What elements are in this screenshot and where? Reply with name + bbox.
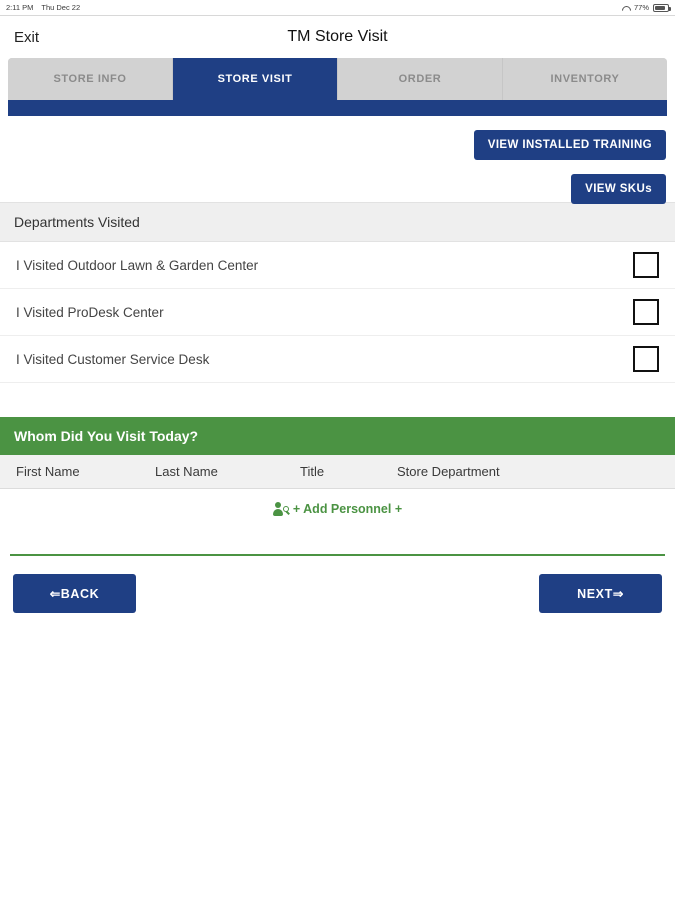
battery-percent: 77% [633, 3, 649, 12]
tab-inventory[interactable]: INVENTORY [503, 58, 667, 100]
visit-table-column-headers [0, 455, 675, 489]
tab-store-visit[interactable]: STORE VISIT [173, 58, 338, 100]
navigation-bar [0, 16, 675, 58]
status-date: Thu Dec 22 [41, 3, 81, 12]
department-label: I Visited ProDesk Center [16, 304, 164, 320]
action-button-area [0, 116, 675, 202]
status-time: 2:11 PM [6, 3, 34, 12]
status-bar [0, 0, 675, 16]
add-person-icon [273, 502, 289, 516]
visit-table [0, 417, 675, 530]
department-checkbox-prodesk[interactable] [633, 299, 659, 325]
page-title: TM Store Visit [287, 28, 388, 45]
view-skus-button[interactable]: VIEW SKUs [571, 174, 666, 204]
exit-button[interactable]: Exit [10, 27, 43, 48]
department-row-customer-service [0, 336, 675, 383]
status-bar-right [621, 3, 669, 12]
column-header-last-name: Last Name [155, 464, 218, 479]
next-button[interactable]: NEXT⇒ [539, 574, 662, 613]
department-checkbox-customer-service[interactable] [633, 346, 659, 372]
status-bar-left [6, 3, 80, 12]
back-button[interactable]: ⇐BACK [13, 574, 136, 613]
column-header-title: Title [300, 464, 325, 479]
add-personnel-label: + Add Personnel + [292, 502, 403, 516]
tab-store-info[interactable]: STORE INFO [8, 58, 173, 100]
column-header-store-department: Store Department [397, 464, 500, 479]
add-personnel-button[interactable] [0, 489, 675, 530]
department-label: I Visited Outdoor Lawn & Garden Center [16, 257, 259, 273]
battery-icon [653, 4, 669, 12]
department-label: I Visited Customer Service Desk [16, 351, 210, 367]
department-checkbox-outdoor-lawn-garden[interactable] [633, 252, 659, 278]
visit-table-title: Whom Did You Visit Today? [0, 417, 675, 455]
wifi-icon [621, 4, 630, 11]
departments-section-header: Departments Visited [0, 202, 675, 242]
tab-accent-bar [8, 100, 667, 116]
department-row-outdoor-lawn-garden [0, 242, 675, 289]
section-divider [10, 554, 665, 556]
view-installed-training-button[interactable]: VIEW INSTALLED TRAINING [474, 130, 666, 160]
footer-navigation [0, 574, 675, 644]
tab-bar [8, 58, 667, 100]
tab-order[interactable]: ORDER [338, 58, 503, 100]
column-header-first-name: First Name [16, 464, 80, 479]
department-row-prodesk [0, 289, 675, 336]
